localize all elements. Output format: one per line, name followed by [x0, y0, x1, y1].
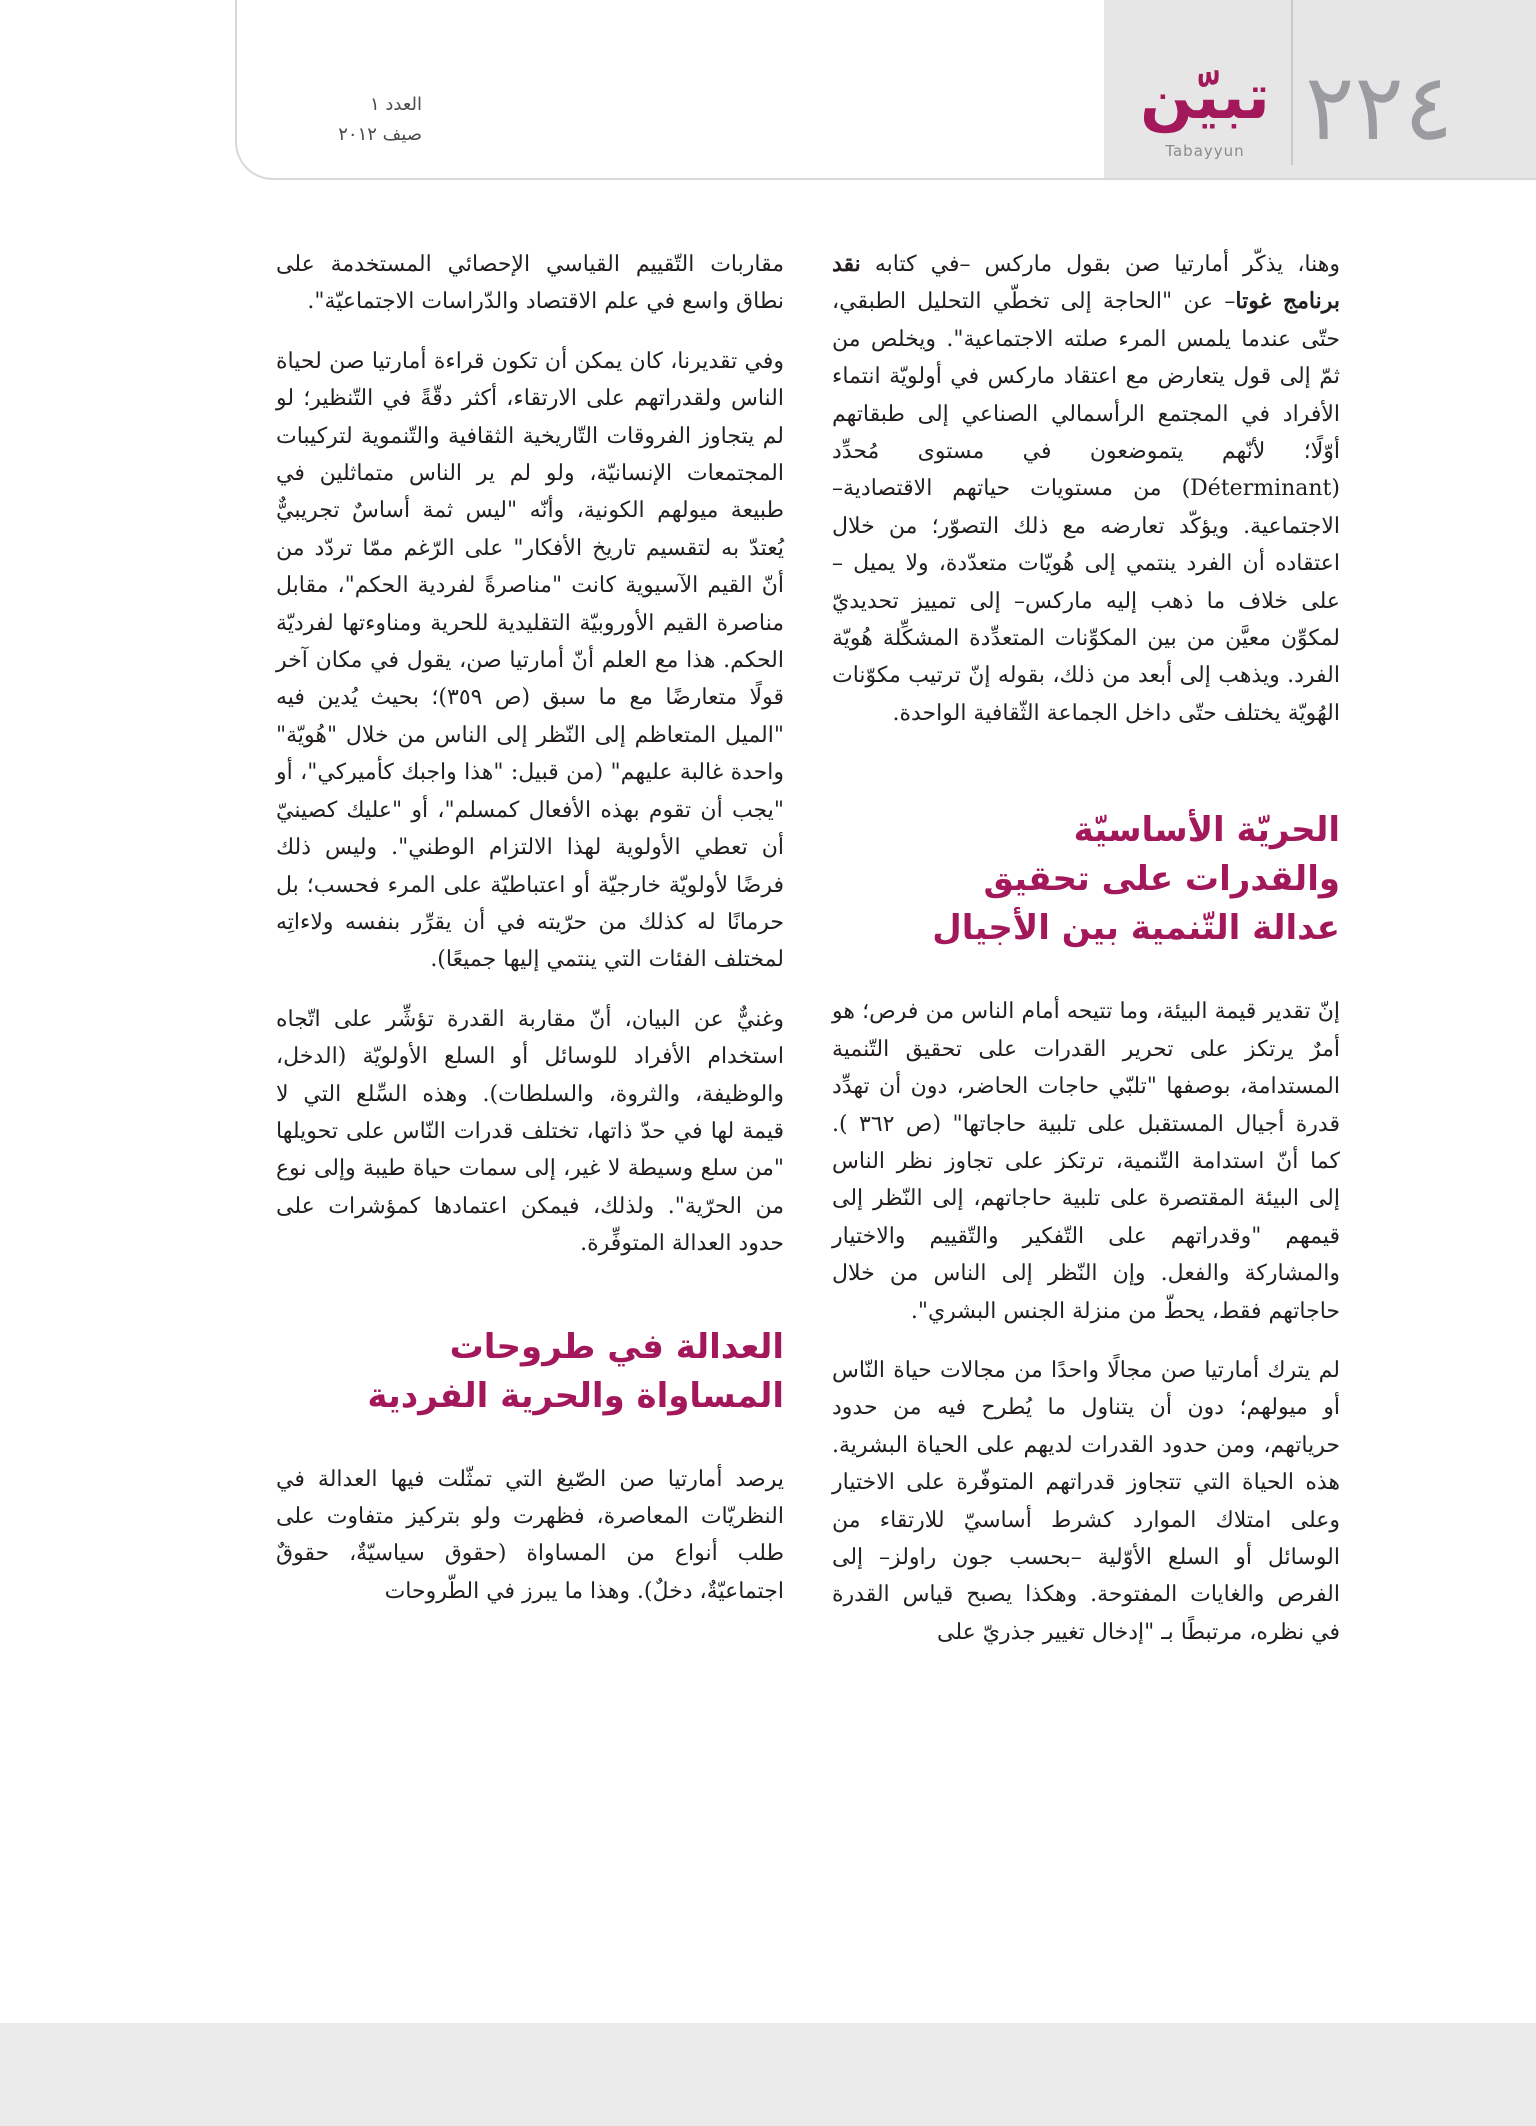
logo-latin-text: Tabayyun	[1165, 142, 1245, 160]
paragraph: إنّ تقدير قيمة البيئة، وما تتيحه أمام الناس من فرص؛ هو أمرٌ يرتكز على تحرير القدرات على تحقيق التّنمية المستدامة، بوصفها "تلبّي حاجات الحاضر، دون أن تهدِّد قدرة أجيال المستقبل على تلبية حاجاتها" (ص ٣٦٢ ). كما أنّ استدامة التّنمية، ترتكز على تجاوز نظر الناس إلى البيئة المقتصرة على تلبية حاجاتهم، إلى النّظر إلى قيمهم "وقدراتهم على التّفكير والتّقييم والاختيار والمشاركة والفعل. وإن النّظر إلى الناس من خلال حاجاتهم فقط، يحطّ من منزلة الجنس البشري".	[832, 999, 1340, 1324]
issue-season: صيف ٢٠١٢	[338, 124, 422, 145]
paragraph: وغنيٌّ عن البيان، أنّ مقاربة القدرة تؤشِّر على اتّجاه استخدام الأفراد للوسائل أو السلع الأولويّة (الدخل، والوظيفة، والثروة، والسلطات). وهذه السِّلع التي لا قيمة لها في حدّ ذاتها، تختلف قدرات النّاس على تحويلها "من سلع وسيطة لا غير، إلى سمات حياة طيبة وإلى نوع من الحرّية". ولذلك، فيمكن اعتمادها كمؤشرات على حدود العدالة المتوفِّرة.	[276, 1006, 784, 1257]
paragraph: وهنا، يذكّر أمارتيا صن بقول ماركس –في كتابه نقد برنامج غوتا– عن "الحاجة إلى تخطّي التحليل الطبقي، حتّى عندما يلمس المرء صلته الاجتماعية". ويخلص من ثمّ إلى قول يتعارض مع اعتقاد ماركس في أولويّة انتماء الأفراد في المجتمع الرأسمالي الصناعي إلى طبقاتهم أوّلًا؛ لأنّهم يتموضعون في مستوى مُحدِّد (Déterminant) من مستويات حياتهم الاقتصادية–الاجتماعية. ويؤكّد تعارضه مع ذلك التصوّر؛ من خلال اعتقاده أن الفرد ينتمي إلى هُويّات متعدّدة، ولا يميل –على خلاف ما ذهب إليه ماركس– إلى تمييز تحديديّ لمكوِّن معيَّن من بين المكوِّنات المتعدِّدة المشكِّلة هُويّة الفرد. ويذهب إلى أبعد من ذلك، بقوله إنّ ترتيب مكوّنات الهُويّة يختلف حتّى داخل الجماعة الثّقافية الواحدة.	[832, 251, 1340, 726]
left-column	[276, 246, 784, 1632]
logo-arabic-text: تبيّن	[1140, 60, 1270, 133]
header-divider	[1291, 0, 1293, 165]
page-number: ٢٢٤	[1305, 54, 1454, 161]
paragraph: يرصد أمارتيا صن الصّيغ التي تمثّلت فيها العدالة في النظريّات المعاصرة، فظهرت ولو بتركيز متفاوت على طلب أنواع من المساواة (حقوق سياسيّةٌ، حقوقٌ اجتماعيّةٌ، دخلٌ). وهذا ما يبرز في الطّروحات	[276, 1466, 784, 1604]
section-heading: الحريّة الأساسيّة والقدرات على تحقيق عدالة التّنمية بين الأجيال	[932, 810, 1340, 949]
right-column	[832, 246, 1340, 1673]
paragraph: لم يترك أمارتيا صن مجالًا واحدًا من مجالات حياة النّاس أو ميولهم؛ دون أن يتناول ما يُطرح فيه من حدود حرياتهم، ومن حدود القدرات لديهم على الحياة البشرية. هذه الحياة التي تتجاوز قدراتهم المتوفّرة على الاختيار وعلى امتلاك الموارد كشرط أساسيّ للارتقاء من الوسائل أو السلع الأوّلية –بحسب جون راولز– إلى الفرص والغايات المفتوحة. وهكذا يصبح قياس القدرة في نظره، مرتبطًا بـ "إدخال تغيير جذريّ على	[832, 1357, 1340, 1645]
issue-number: العدد ١	[369, 94, 422, 115]
paragraph: وفي تقديرنا، كان يمكن أن تكون قراءة أمارتيا صن لحياة الناس ولقدراتهم على الارتقاء، أكثر دقّةً في التّنظير؛ لو لم يتجاوز الفروقات التّاريخية الثقافية والتّنموية لتركيبات المجتمعات الإنسانيّة، ولو لم ير الناس متماثلين في طبيعة ميولهم الكونية، وأنّه "ليس ثمة أساسٌ تجريبيٌّ يُعتدّ به لتقسيم تاريخ الأفكار" على الرّغم ممّا تردّد من أنّ القيم الآسيوية كانت "مناصرةً لفردية الحكم"، مقابل مناصرة القيم الأوروبيّة التقليدية للحرية ومناوءتها لفرديّة الحكم. هذا مع العلم أنّ أمارتيا صن، يقول في مكان آخر قولًا متعارضًا مع ما سبق (ص ٣٥٩)؛ بحيث يُدين فيه "الميل المتعاظم إلى النّظر إلى الناس من خلال "هُويّة" واحدة غالبة عليهم" (من قبيل: "هذا واجبك كأميركي"، أو "يجب أن تقوم بهذه الأفعال كمسلم"، أو "عليك كصينيّ أن تعطي الأولوية لهذا الالتزام الوطني". وليس ذلك فرضًا لأولويّة خارجيّة أو اعتباطيّة على المرء فحسب؛ بل حرمانًا له كذلك من حرّيته في أن يقرِّر بنفسه ولاءاتِه لمختلف الفئات التي ينتمي إليها جميعًا).	[276, 348, 784, 973]
tabayyun-logo	[1120, 62, 1290, 162]
paragraph: مقاربات التّقييم القياسي الإحصائي المستخدمة على نطاق واسع في علم الاقتصاد والدّراسات الاجتماعيّة".	[276, 252, 784, 315]
book-title: نقد برنامج غوتا	[832, 251, 1340, 315]
bottom-band	[0, 2023, 1536, 2126]
section-heading: العدالة في طروحات المساواة والحرية الفردية	[367, 1326, 784, 1416]
latin-term: Déterminant	[1190, 476, 1332, 502]
issue-meta	[272, 90, 422, 150]
